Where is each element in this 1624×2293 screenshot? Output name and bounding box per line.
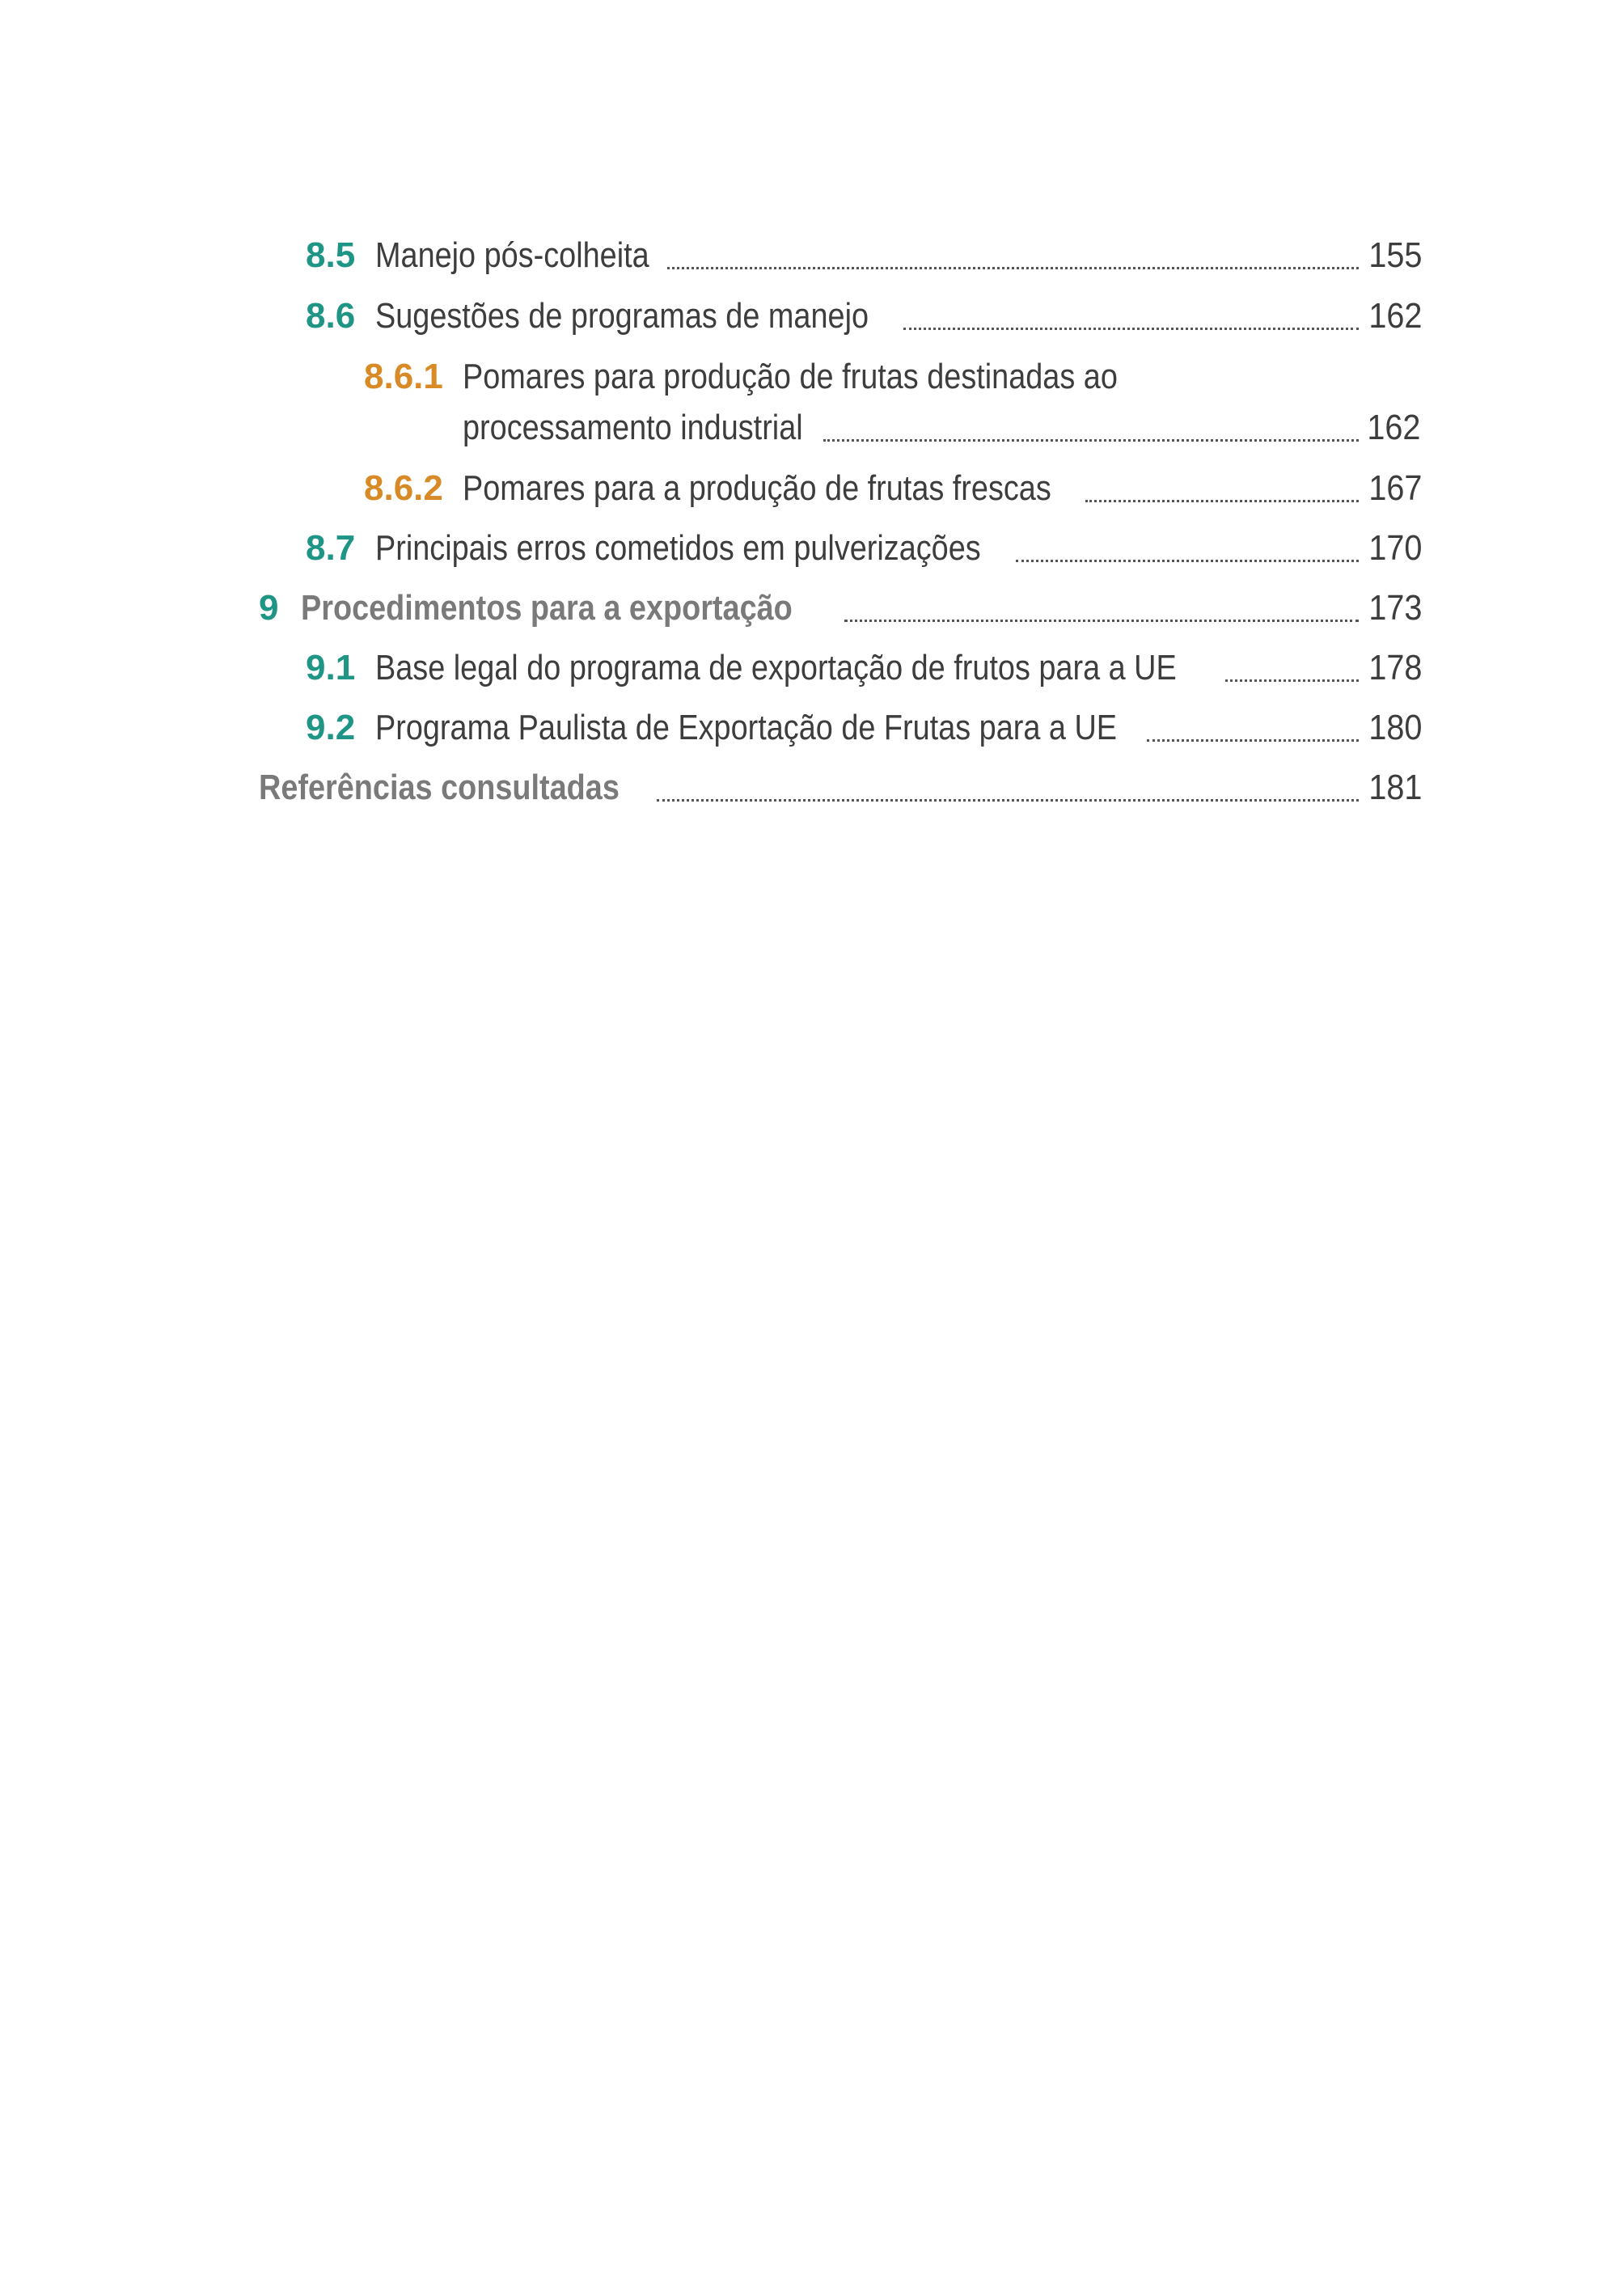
toc-number: 9 [259, 588, 279, 628]
toc-number: 8.6.2 [364, 468, 443, 508]
dot-leader [667, 267, 1359, 269]
toc-number: 8.6.1 [364, 357, 443, 396]
dot-leader [1225, 679, 1359, 682]
toc-title: Principais erros cometidos em pulverizações [375, 528, 981, 568]
dot-leader [844, 620, 1359, 622]
toc-page-number: 167 [1368, 468, 1422, 508]
toc-number: 8.7 [306, 528, 356, 568]
toc-title: Referências consultadas [259, 768, 620, 807]
toc-entry-8-6-1[interactable] [0, 353, 1624, 453]
toc-title: Procedimentos para a exportação [301, 588, 793, 628]
toc-page-number: 162 [1368, 296, 1422, 336]
toc-title: Programa Paulista de Exportação de Frutas para a UE [375, 708, 1118, 747]
dot-leader [823, 439, 1359, 442]
toc-number: 8.5 [306, 235, 356, 275]
dot-leader [903, 328, 1359, 330]
toc-page-number: 178 [1368, 648, 1422, 687]
toc-page-number: 170 [1368, 528, 1422, 568]
dot-leader [1147, 739, 1359, 742]
toc-entry-8-7[interactable] [0, 524, 1624, 573]
toc-entry-8-5[interactable] [0, 231, 1624, 280]
toc-title: Sugestões de programas de manejo [375, 296, 869, 336]
toc-entry-9-1[interactable] [0, 644, 1624, 692]
toc-number: 9.2 [306, 708, 356, 747]
toc-page-number: 173 [1368, 588, 1422, 628]
toc-title: Base legal do programa de exportação de frutos para a UE [375, 648, 1177, 687]
toc-title: Manejo pós-colheita [375, 235, 649, 275]
toc-entry-8-6-2[interactable] [0, 464, 1624, 513]
toc-page-number: 155 [1368, 235, 1422, 275]
toc-entry-references[interactable] [0, 764, 1624, 812]
toc-page-number: 180 [1368, 708, 1422, 747]
toc-page-number: 162 [1366, 408, 1420, 447]
toc-entry-9[interactable] [0, 584, 1624, 632]
toc-title: Pomares para a produção de frutas frescas [463, 468, 1051, 508]
toc-title-line-1: Pomares para produção de frutas destinadas ao [463, 357, 1118, 396]
toc-title-line-2: processamento industrial [463, 408, 803, 447]
toc-number: 9.1 [306, 648, 356, 687]
toc-entry-8-6[interactable] [0, 292, 1624, 341]
toc-page-number: 181 [1368, 768, 1422, 807]
dot-leader [1016, 560, 1359, 562]
toc-entry-9-2[interactable] [0, 704, 1624, 752]
dot-leader [657, 799, 1359, 802]
toc-number: 8.6 [306, 296, 356, 336]
dot-leader [1085, 500, 1359, 502]
